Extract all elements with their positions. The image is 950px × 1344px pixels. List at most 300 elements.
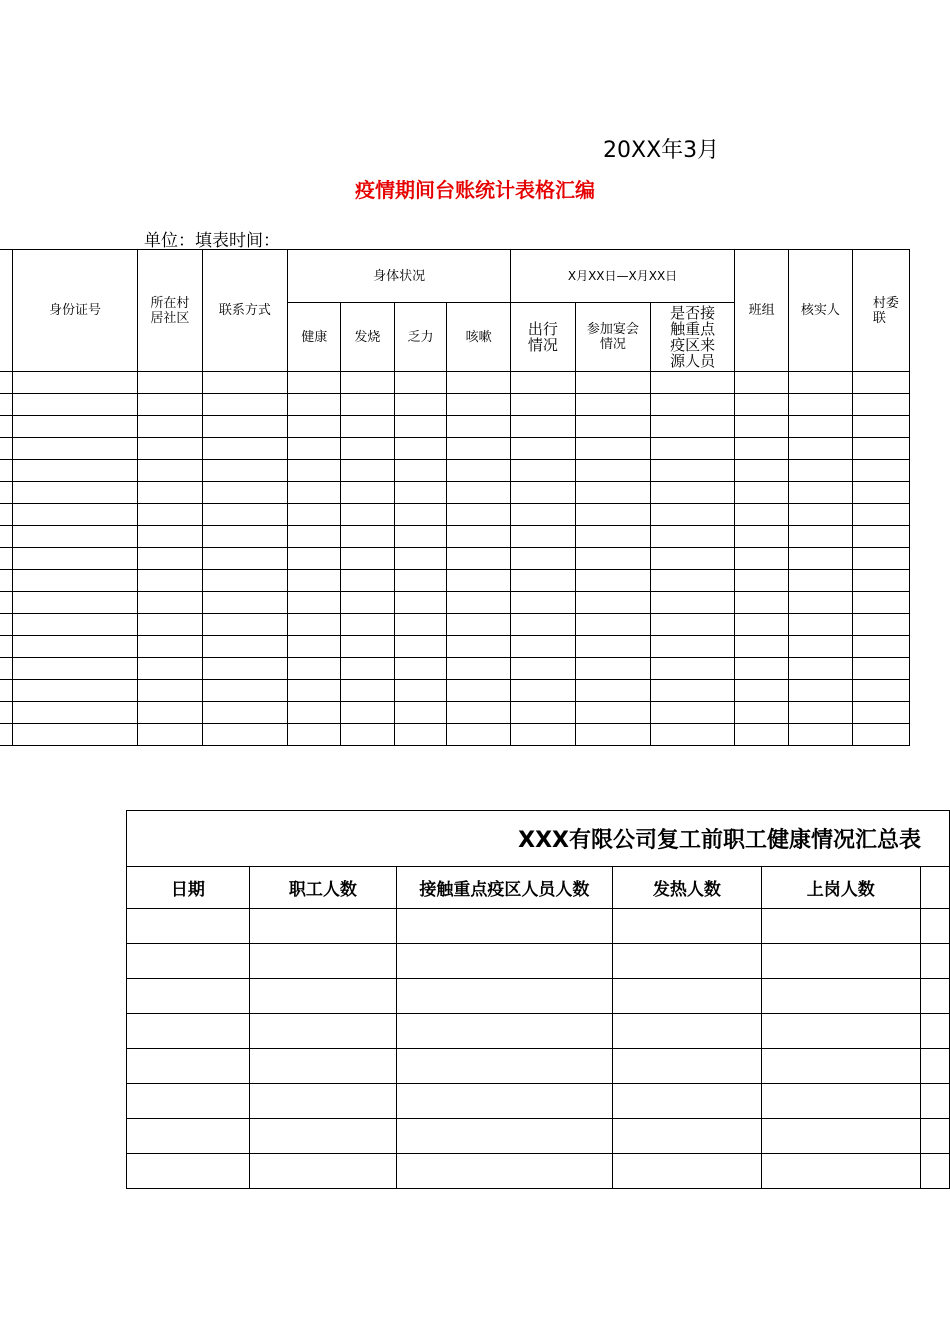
summary-cell xyxy=(249,944,396,979)
ledger-cell xyxy=(0,724,12,746)
ledger-cell xyxy=(510,482,575,504)
ledger-cell xyxy=(288,548,341,570)
ledger-cell xyxy=(510,614,575,636)
ledger-row xyxy=(0,482,910,504)
ledger-cell xyxy=(138,394,202,416)
summary-row xyxy=(127,1049,950,1084)
ledger-cell xyxy=(138,482,202,504)
ledger-cell xyxy=(788,504,852,526)
summary-cell xyxy=(920,944,949,979)
ledger-cell xyxy=(788,460,852,482)
ledger-cell xyxy=(341,548,395,570)
summary-cell xyxy=(127,944,250,979)
ledger-cell xyxy=(852,438,909,460)
ledger-cell xyxy=(202,372,288,394)
ledger-cell xyxy=(650,636,734,658)
ledger-cell xyxy=(575,592,650,614)
ledger-cell xyxy=(852,658,909,680)
ledger-cell xyxy=(650,526,734,548)
ledger-cell xyxy=(735,658,789,680)
ledger-row xyxy=(0,724,910,746)
ledger-row xyxy=(0,438,910,460)
ledger-cell xyxy=(650,724,734,746)
team-header: 班组 xyxy=(735,250,789,372)
ledger-cell xyxy=(288,592,341,614)
ledger-cell xyxy=(650,372,734,394)
ledger-cell xyxy=(288,680,341,702)
partial-right-header: 村委联 xyxy=(852,250,909,372)
ledger-cell xyxy=(447,482,510,504)
ledger-cell xyxy=(202,570,288,592)
summary-cell xyxy=(612,1014,761,1049)
ledger-cell xyxy=(288,570,341,592)
ledger-cell xyxy=(202,504,288,526)
ledger-cell xyxy=(575,372,650,394)
ledger-cell xyxy=(202,592,288,614)
summary-cell xyxy=(761,1084,920,1119)
ledger-cell xyxy=(0,482,12,504)
period-header: X月XX日—X月XX日 xyxy=(510,250,734,303)
ledger-cell xyxy=(202,526,288,548)
ledger-cell xyxy=(12,504,138,526)
ledger-cell xyxy=(735,636,789,658)
ledger-cell xyxy=(788,724,852,746)
ledger-cell xyxy=(735,482,789,504)
ledger-cell xyxy=(394,658,447,680)
ledger-cell xyxy=(394,702,447,724)
ledger-cell xyxy=(288,416,341,438)
ledger-cell xyxy=(735,680,789,702)
ledger-cell xyxy=(138,680,202,702)
summary-row xyxy=(127,944,950,979)
ledger-cell xyxy=(394,614,447,636)
ledger-cell xyxy=(341,702,395,724)
ledger-cell xyxy=(447,724,510,746)
summary-cell xyxy=(396,944,612,979)
ledger-cell xyxy=(138,724,202,746)
ledger-cell xyxy=(575,680,650,702)
ledger-cell xyxy=(138,592,202,614)
ledger-cell xyxy=(852,372,909,394)
ledger-row xyxy=(0,636,910,658)
ledger-cell xyxy=(510,504,575,526)
ledger-cell xyxy=(852,702,909,724)
ledger-cell xyxy=(575,438,650,460)
ledger-row xyxy=(0,460,910,482)
ledger-cell xyxy=(575,394,650,416)
ledger-cell xyxy=(12,548,138,570)
ledger-cell xyxy=(138,614,202,636)
ledger-cell xyxy=(447,372,510,394)
ledger-cell xyxy=(852,504,909,526)
ledger-cell xyxy=(650,504,734,526)
ledger-cell xyxy=(0,548,12,570)
ledger-cell xyxy=(394,592,447,614)
summary-row xyxy=(127,1014,950,1049)
ledger-cell xyxy=(202,416,288,438)
ledger-cell xyxy=(852,482,909,504)
ledger-cell xyxy=(735,460,789,482)
summary-cell xyxy=(920,979,949,1014)
document-title-text: 疫情期间台账统计表格汇编 xyxy=(355,178,595,202)
ledger-cell xyxy=(394,372,447,394)
physical-condition-header: 身体状况 xyxy=(288,250,510,303)
ledger-row xyxy=(0,372,910,394)
summary-cell xyxy=(249,979,396,1014)
ledger-cell xyxy=(650,460,734,482)
ledger-cell xyxy=(288,460,341,482)
ledger-cell xyxy=(138,460,202,482)
summary-cell xyxy=(920,1014,949,1049)
summary-cell xyxy=(396,1119,612,1154)
ledger-cell xyxy=(138,504,202,526)
ledger-cell xyxy=(12,724,138,746)
ledger-cell xyxy=(852,570,909,592)
summary-row xyxy=(127,1154,950,1189)
ledger-cell xyxy=(735,526,789,548)
summary-cell xyxy=(249,909,396,944)
unit-fill-time-line: 单位：填表时间： xyxy=(144,231,280,251)
ledger-row xyxy=(0,702,910,724)
sub-header-fatigue: 乏力 xyxy=(394,303,447,372)
summary-cell xyxy=(761,1014,920,1049)
ledger-cell xyxy=(788,702,852,724)
summary-cell xyxy=(396,1014,612,1049)
ledger-cell xyxy=(510,460,575,482)
summary-cell xyxy=(920,1154,949,1189)
summary-cell xyxy=(249,1154,396,1189)
contact-header: 联系方式 xyxy=(202,250,288,372)
summary-cell xyxy=(612,1119,761,1154)
ledger-cell xyxy=(575,570,650,592)
ledger-cell xyxy=(0,372,12,394)
ledger-cell xyxy=(447,504,510,526)
summary-cell xyxy=(127,1084,250,1119)
ledger-cell xyxy=(0,702,12,724)
ledger-cell xyxy=(510,526,575,548)
ledger-cell xyxy=(341,592,395,614)
ledger-cell xyxy=(852,724,909,746)
ledger-cell xyxy=(288,614,341,636)
ledger-cell xyxy=(12,438,138,460)
ledger-cell xyxy=(447,636,510,658)
ledger-cell xyxy=(735,416,789,438)
ledger-cell xyxy=(447,548,510,570)
summary-header-fever-count: 发热人数 xyxy=(612,867,761,909)
ledger-cell xyxy=(288,372,341,394)
ledger-cell xyxy=(12,460,138,482)
ledger-row xyxy=(0,570,910,592)
ledger-cell xyxy=(394,460,447,482)
ledger-cell xyxy=(788,636,852,658)
ledger-row xyxy=(0,416,910,438)
summary-row xyxy=(127,979,950,1014)
ledger-cell xyxy=(341,614,395,636)
ledger-cell xyxy=(138,636,202,658)
ledger-cell xyxy=(788,614,852,636)
summary-cell xyxy=(920,1119,949,1154)
ledger-row xyxy=(0,548,910,570)
ledger-cell xyxy=(510,724,575,746)
summary-cell xyxy=(612,1084,761,1119)
summary-cell xyxy=(396,909,612,944)
ledger-cell xyxy=(510,658,575,680)
ledger-cell xyxy=(202,460,288,482)
ledger-cell xyxy=(852,592,909,614)
document-date: 20XX年3月 xyxy=(603,138,720,163)
ledger-cell xyxy=(788,482,852,504)
ledger-cell xyxy=(138,526,202,548)
ledger-cell xyxy=(650,658,734,680)
ledger-cell xyxy=(394,570,447,592)
summary-cell xyxy=(920,1084,949,1119)
ledger-cell xyxy=(510,438,575,460)
summary-cell xyxy=(761,944,920,979)
summary-cell xyxy=(127,1154,250,1189)
ledger-cell xyxy=(12,570,138,592)
summary-cell xyxy=(249,1014,396,1049)
ledger-cell xyxy=(447,680,510,702)
ledger-cell xyxy=(788,570,852,592)
summary-cell xyxy=(127,1049,250,1084)
ledger-cell xyxy=(0,526,12,548)
ledger-cell xyxy=(735,548,789,570)
summary-row xyxy=(127,1119,950,1154)
ledger-row xyxy=(0,658,910,680)
ledger-cell xyxy=(288,658,341,680)
ledger-cell xyxy=(650,570,734,592)
ledger-cell xyxy=(650,394,734,416)
ledger-cell xyxy=(0,570,12,592)
ledger-cell xyxy=(575,702,650,724)
ledger-cell xyxy=(852,460,909,482)
ledger-cell xyxy=(394,416,447,438)
ledger-cell xyxy=(138,372,202,394)
document-title xyxy=(0,174,950,203)
ledger-cell xyxy=(575,614,650,636)
summary-cell xyxy=(396,1154,612,1189)
ledger-cell xyxy=(650,592,734,614)
summary-cell xyxy=(612,1154,761,1189)
ledger-cell xyxy=(0,460,12,482)
ledger-cell xyxy=(575,482,650,504)
summary-header-contact-count: 接触重点疫区人员人数 xyxy=(396,867,612,909)
ledger-cell xyxy=(341,526,395,548)
summary-cell xyxy=(249,1084,396,1119)
ledger-cell xyxy=(12,526,138,548)
ledger-cell xyxy=(650,680,734,702)
summary-cell xyxy=(761,1154,920,1189)
ledger-cell xyxy=(510,394,575,416)
ledger-cell xyxy=(341,438,395,460)
ledger-cell xyxy=(12,394,138,416)
sub-header-banquet: 参加宴会情况 xyxy=(575,303,650,372)
ledger-cell xyxy=(510,680,575,702)
ledger-cell xyxy=(341,416,395,438)
summary-cell xyxy=(612,1049,761,1084)
ledger-cell xyxy=(202,636,288,658)
summary-cell xyxy=(920,1049,949,1084)
ledger-cell xyxy=(575,460,650,482)
verifier-header: 核实人 xyxy=(788,250,852,372)
ledger-cell xyxy=(394,526,447,548)
summary-cell xyxy=(761,979,920,1014)
ledger-cell xyxy=(202,394,288,416)
ledger-cell xyxy=(0,614,12,636)
ledger-cell xyxy=(138,438,202,460)
ledger-cell xyxy=(341,570,395,592)
ledger-cell xyxy=(447,460,510,482)
summary-header-partial xyxy=(920,867,949,909)
ledger-cell xyxy=(394,438,447,460)
id-number-header: 身份证号 xyxy=(12,250,138,372)
ledger-row xyxy=(0,614,910,636)
ledger-cell xyxy=(341,372,395,394)
ledger-cell xyxy=(735,724,789,746)
ledger-cell xyxy=(510,548,575,570)
ledger-cell xyxy=(202,614,288,636)
ledger-row xyxy=(0,680,910,702)
ledger-cell xyxy=(735,592,789,614)
ledger-cell xyxy=(12,482,138,504)
summary-cell xyxy=(761,909,920,944)
ledger-cell xyxy=(575,724,650,746)
ledger-cell xyxy=(288,504,341,526)
summary-cell xyxy=(127,909,250,944)
ledger-cell xyxy=(447,570,510,592)
ledger-cell xyxy=(12,680,138,702)
village-header: 所在村居社区 xyxy=(138,250,202,372)
ledger-cell xyxy=(288,702,341,724)
summary-cell xyxy=(920,909,949,944)
ledger-cell xyxy=(288,482,341,504)
summary-table-title: XXX有限公司复工前职工健康情况汇总表 xyxy=(127,811,950,867)
ledger-cell xyxy=(650,482,734,504)
ledger-cell xyxy=(288,438,341,460)
ledger-cell xyxy=(12,614,138,636)
ledger-cell xyxy=(0,636,12,658)
ledger-cell xyxy=(510,636,575,658)
ledger-cell xyxy=(394,636,447,658)
ledger-row xyxy=(0,592,910,614)
ledger-cell xyxy=(447,416,510,438)
summary-header-date: 日期 xyxy=(127,867,250,909)
ledger-cell xyxy=(138,658,202,680)
ledger-cell xyxy=(288,636,341,658)
ledger-cell xyxy=(202,680,288,702)
summary-cell xyxy=(612,944,761,979)
ledger-cell xyxy=(341,482,395,504)
ledger-cell xyxy=(0,416,12,438)
ledger-cell xyxy=(202,724,288,746)
ledger-cell xyxy=(447,394,510,416)
summary-row xyxy=(127,909,950,944)
ledger-cell xyxy=(788,416,852,438)
ledger-cell xyxy=(0,438,12,460)
ledger-cell xyxy=(12,636,138,658)
ledger-cell xyxy=(575,526,650,548)
sub-header-fever: 发烧 xyxy=(341,303,395,372)
ledger-cell xyxy=(394,548,447,570)
ledger-cell xyxy=(788,372,852,394)
sub-header-travel: 出行情况 xyxy=(510,303,575,372)
health-summary-table xyxy=(126,810,950,1189)
ledger-cell xyxy=(0,592,12,614)
ledger-cell xyxy=(575,636,650,658)
summary-cell xyxy=(127,979,250,1014)
ledger-cell xyxy=(575,504,650,526)
summary-cell xyxy=(761,1119,920,1154)
ledger-row xyxy=(0,394,910,416)
ledger-cell xyxy=(575,548,650,570)
ledger-cell xyxy=(341,680,395,702)
summary-cell xyxy=(612,979,761,1014)
sub-header-cough: 咳嗽 xyxy=(447,303,510,372)
ledger-cell xyxy=(202,658,288,680)
ledger-cell xyxy=(735,570,789,592)
summary-cell xyxy=(612,909,761,944)
ledger-cell xyxy=(650,416,734,438)
ledger-cell xyxy=(788,526,852,548)
ledger-cell xyxy=(12,658,138,680)
summary-cell xyxy=(396,1084,612,1119)
ledger-cell xyxy=(0,394,12,416)
ledger-cell xyxy=(202,548,288,570)
ledger-cell xyxy=(341,724,395,746)
ledger-cell xyxy=(788,548,852,570)
ledger-cell xyxy=(341,658,395,680)
ledger-cell xyxy=(575,658,650,680)
ledger-cell xyxy=(12,372,138,394)
ledger-cell xyxy=(852,394,909,416)
ledger-cell xyxy=(510,570,575,592)
ledger-cell xyxy=(735,372,789,394)
ledger-cell xyxy=(788,680,852,702)
ledger-cell xyxy=(735,438,789,460)
ledger-cell xyxy=(138,548,202,570)
ledger-cell xyxy=(341,504,395,526)
ledger-cell xyxy=(138,416,202,438)
summary-cell xyxy=(127,1119,250,1154)
ledger-cell xyxy=(852,416,909,438)
ledger-cell xyxy=(341,460,395,482)
ledger-cell xyxy=(788,394,852,416)
ledger-cell xyxy=(12,702,138,724)
ledger-cell xyxy=(788,438,852,460)
epidemic-ledger-table xyxy=(0,249,910,746)
ledger-row xyxy=(0,504,910,526)
ledger-cell xyxy=(510,372,575,394)
ledger-cell xyxy=(650,438,734,460)
ledger-cell xyxy=(788,658,852,680)
ledger-cell xyxy=(447,614,510,636)
ledger-cell xyxy=(394,724,447,746)
ledger-cell xyxy=(650,548,734,570)
summary-cell xyxy=(396,1049,612,1084)
ledger-cell xyxy=(650,702,734,724)
summary-cell xyxy=(127,1014,250,1049)
ledger-cell xyxy=(288,394,341,416)
ledger-cell xyxy=(852,614,909,636)
ledger-cell xyxy=(288,526,341,548)
ledger-cell xyxy=(202,482,288,504)
summary-header-on-duty-count: 上岗人数 xyxy=(761,867,920,909)
ledger-cell xyxy=(852,548,909,570)
ledger-cell xyxy=(202,702,288,724)
ledger-cell xyxy=(394,394,447,416)
ledger-cell xyxy=(575,416,650,438)
ledger-cell xyxy=(788,592,852,614)
